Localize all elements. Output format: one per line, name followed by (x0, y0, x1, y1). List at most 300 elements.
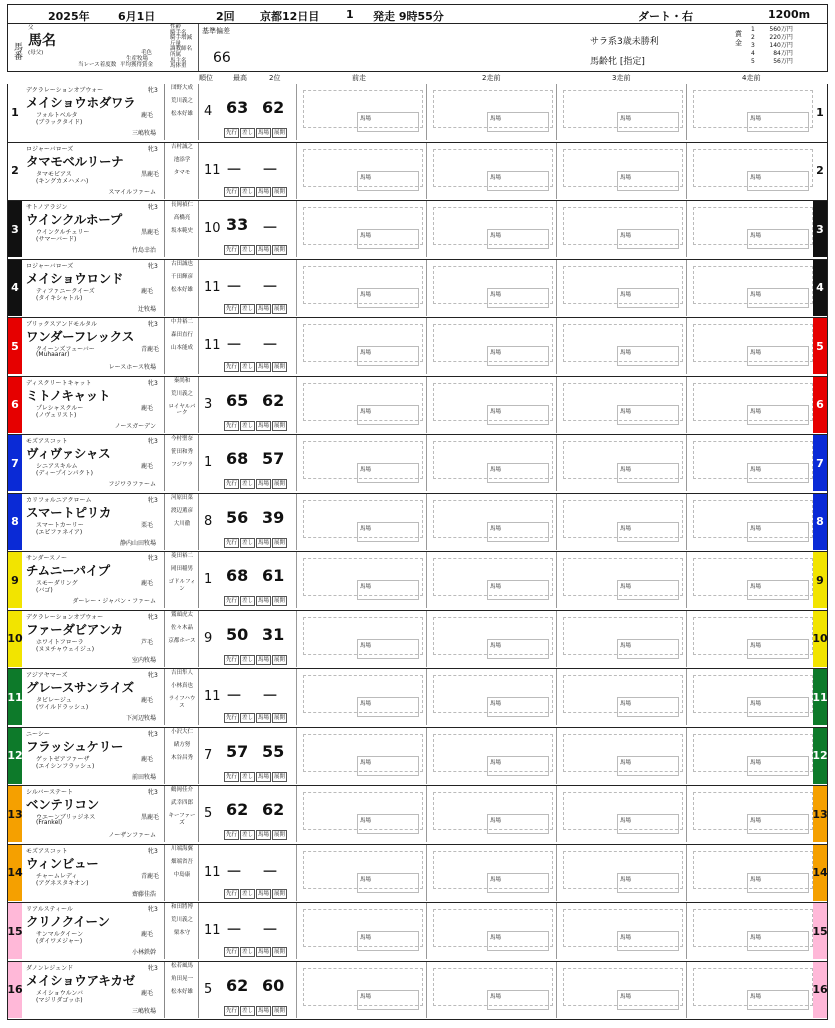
past-race-3[interactable]: 馬場 (556, 494, 686, 550)
breeder-name: 小林鉄幹 (131, 949, 156, 956)
sire-name: ロジャーバローズ (26, 262, 74, 270)
past-race-4[interactable]: 馬場 (686, 260, 815, 316)
past-race-2[interactable]: 馬場 (426, 669, 556, 725)
best-index: 68 (226, 449, 249, 468)
past-race-1[interactable]: 馬場 (296, 318, 426, 374)
horse-name[interactable]: ウインクルホープ (26, 212, 122, 227)
horse-row[interactable] (7, 669, 828, 728)
umaban-strip-right: 10 (813, 611, 827, 667)
owner-name: ゴドルフィン (168, 579, 196, 592)
rank-value: 11 (204, 279, 221, 295)
race-condition: 馬齢牝 [指定] (590, 57, 645, 67)
horse-row[interactable] (7, 377, 828, 436)
broodmare-sire: (ノヴェリスト) (36, 411, 77, 419)
tag-tenkai: 展開 (274, 422, 286, 429)
race-course: ダート・右 (638, 10, 693, 23)
past-race-2[interactable]: 馬場 (426, 611, 556, 667)
past-race-1[interactable]: 馬場 (296, 903, 426, 959)
umaban-strip-left: 6 (8, 377, 22, 433)
horse-row[interactable] (7, 552, 828, 611)
race-header (7, 4, 828, 24)
past-race-3[interactable]: 馬場 (556, 552, 686, 608)
sire-name: サトノアラジン (26, 204, 68, 211)
dam-name: サンマルクイーン (36, 931, 84, 938)
trainer-name: 佐々木晶 (170, 624, 193, 631)
dam-name: ティファニークイーズ (36, 287, 95, 295)
owner-name: 木谷昌秀 (170, 754, 193, 761)
tag-baba: 馬場 (258, 598, 270, 604)
umaban-strip-left: 11 (8, 669, 22, 725)
past-race-4[interactable]: 馬場 (686, 377, 815, 433)
col-second: 2位 (269, 74, 281, 82)
best-index: 50 (226, 624, 249, 644)
past-race-4[interactable]: 馬場 (686, 845, 815, 901)
tag-tenkai: 展開 (274, 1007, 286, 1014)
style-tags (224, 830, 296, 840)
rank-value: 1 (204, 572, 213, 587)
tag-senko: 先行 (226, 539, 238, 546)
umaban-strip-left: 14 (8, 845, 22, 901)
jockey-name: 和田將博 (170, 904, 193, 910)
past-race-4[interactable]: 馬場 (686, 494, 815, 550)
past-race-1[interactable]: 馬場 (296, 845, 426, 901)
horse-name[interactable]: スマートピリカ (26, 504, 112, 520)
past-race-3[interactable]: 馬場 (556, 143, 686, 199)
rank-value: 1 (204, 455, 213, 470)
prize-3: 140万円 (769, 42, 793, 49)
rank-value: 11 (204, 923, 221, 938)
bamei-label: 馬名 (28, 33, 56, 49)
sex-age: 牝3 (148, 496, 158, 504)
owner-name: フジワラ (171, 462, 193, 469)
horse-name[interactable]: ミトノキャット (26, 387, 111, 403)
rank-value: 11 (204, 864, 221, 880)
jockey-name: 河原田菜 (170, 494, 193, 501)
second-index: － (262, 218, 279, 237)
coat-color: 黒鹿毛 (141, 170, 160, 178)
trainer-name: 千田輝彦 (170, 273, 193, 280)
umaban-strip-right: 11 (813, 669, 827, 725)
tag-senko: 先行 (226, 832, 238, 838)
past-race-4[interactable]: 馬場 (686, 84, 815, 140)
horse-name[interactable]: チムニーパイプ (26, 563, 110, 578)
rank-cell (198, 552, 222, 608)
past-race-3[interactable]: 馬場 (556, 611, 686, 667)
race-start-time: 発走 9時55分 (373, 10, 444, 23)
tag-baba: 馬場 (258, 188, 270, 195)
tag-senko: 先行 (226, 773, 238, 780)
horse-name[interactable]: グレースサンライズ (26, 680, 134, 695)
jockey-name: 団野大成 (170, 85, 193, 91)
sex-age: 牝3 (148, 964, 158, 972)
past-race-2[interactable]: 馬場 (426, 84, 556, 140)
race-kai: 2回 (216, 10, 235, 23)
rank-cell (198, 494, 222, 550)
trainer-name: 緒方努 (173, 741, 191, 748)
broodmare-sire: (バゴ) (36, 587, 53, 594)
past-race-4[interactable]: 馬場 (686, 728, 815, 784)
horse-row[interactable] (7, 962, 828, 1021)
breeder-name: レースホース牧場 (108, 364, 156, 371)
sex-age: 牝3 (148, 262, 158, 270)
tag-sashi: 差し (242, 481, 254, 487)
trainer-name: 渡辺薫彦 (170, 507, 193, 514)
second-index: － (262, 159, 279, 179)
breeder-name: フジワラファーム (108, 481, 156, 488)
umaban-strip-right: 3 (813, 201, 827, 257)
best-index: 33 (226, 215, 249, 234)
horse-row[interactable] (7, 786, 828, 845)
second-index: － (262, 276, 279, 296)
horse-name[interactable]: ウィンビュー (26, 855, 99, 871)
horse-name[interactable]: ヴィヴァシャス (26, 446, 111, 461)
dam-name: フォルトベルタ (36, 112, 78, 119)
rank-value: 10 (204, 221, 221, 236)
rank-cell (198, 260, 222, 316)
horse-row[interactable] (7, 494, 828, 553)
past-race-4[interactable]: 馬場 (686, 962, 815, 1018)
horse-name[interactable]: ベンテリコン (26, 797, 99, 812)
sire-name: ブリックスアンドモルタル (26, 321, 97, 328)
umaban-strip-right: 8 (813, 494, 827, 550)
tag-baba: 馬場 (258, 890, 270, 897)
tag-tenkai: 展開 (274, 773, 286, 780)
past-race-2[interactable]: 馬場 (426, 201, 556, 257)
rank-cell (198, 143, 222, 199)
style-tags (224, 713, 296, 723)
broodmare-sire: (ヌヌチャウェイジュ) (36, 645, 95, 653)
best-index: 68 (226, 566, 249, 585)
broodmare-sire: (エイシンフラッシュ) (36, 762, 95, 770)
race-venue-day: 京都12日目 (260, 10, 320, 23)
past-race-2[interactable]: 馬場 (426, 728, 556, 784)
past-race-2[interactable]: 馬場 (426, 552, 556, 608)
past-race-4[interactable]: 馬場 (686, 669, 815, 725)
horse-row[interactable] (7, 260, 828, 319)
jockey-name: 鶴岡佳介 (170, 787, 193, 793)
best-index: － (226, 686, 243, 705)
tag-baba: 馬場 (258, 247, 270, 253)
past-race-4[interactable]: 馬場 (686, 143, 815, 199)
past-race-1[interactable]: 馬場 (296, 377, 426, 433)
past-race-1[interactable]: 馬場 (296, 143, 426, 199)
sex-age: 牝3 (148, 321, 158, 328)
dam-label: (母父) (28, 50, 44, 56)
breeder-name: スマイルファーム (108, 188, 156, 196)
horse-row[interactable] (7, 611, 828, 670)
rank-value: 11 (204, 338, 221, 353)
past-race-3[interactable]: 馬場 (556, 377, 686, 433)
jockey-name: 今村聖奈 (170, 436, 193, 442)
horse-name[interactable]: メイショウホダワラ (26, 95, 136, 110)
dam-name: ゲットゼアファーザ (36, 755, 90, 763)
horse-name[interactable]: ワンダーフレックス (26, 329, 134, 344)
past-race-1[interactable]: 馬場 (296, 962, 426, 1018)
breeder-name: 三嶋牧場 (131, 1007, 156, 1015)
jockey-name: 鷲頭虎太 (170, 611, 193, 618)
rank-cell (198, 786, 222, 842)
coat-color: 青鹿毛 (141, 346, 160, 353)
sire-name: アジアヤマーズ (26, 672, 68, 679)
sire-name: サンダースノー (26, 555, 67, 562)
race-column-labels (7, 72, 828, 84)
coat-color: 青鹿毛 (141, 872, 160, 880)
sire-name: モズアスコット (26, 847, 68, 855)
column-header-block (7, 24, 828, 72)
past-race-4[interactable]: 馬場 (686, 611, 815, 667)
rank-cell (198, 611, 222, 667)
horse-row[interactable] (7, 143, 828, 202)
past-race-4[interactable]: 馬場 (686, 318, 815, 374)
second-index: 62 (262, 98, 285, 117)
prize-2: 220万円 (769, 34, 793, 41)
trainer-name: 角田晃一 (170, 975, 193, 982)
past-race-1[interactable]: 馬場 (296, 201, 426, 257)
broodmare-sire: (Frankel) (36, 819, 63, 826)
past-race-2[interactable]: 馬場 (426, 903, 556, 959)
past-race-2[interactable]: 馬場 (426, 318, 556, 374)
owner-name: 坂本範史 (170, 228, 193, 235)
second-index: 39 (262, 507, 285, 527)
sire-name: ディスクリートキャット (26, 379, 92, 387)
past-race-4[interactable]: 馬場 (686, 786, 815, 842)
info-cell (164, 962, 198, 1018)
dam-name: ウインクルチェリー (36, 229, 90, 236)
umaban-strip-right: 6 (813, 377, 827, 433)
jockey-name: 古田誠也 (170, 260, 193, 267)
coat-color: 鹿毛 (141, 697, 154, 704)
umaban-strip-right: 15 (813, 903, 827, 959)
tag-senko: 先行 (226, 188, 238, 195)
past-race-1[interactable]: 馬場 (296, 260, 426, 316)
race-year: 2025年 (48, 10, 90, 23)
info-cell (164, 494, 198, 550)
past-race-3[interactable]: 馬場 (556, 318, 686, 374)
second-index: － (262, 335, 279, 354)
horse-name[interactable]: メイショウロンド (26, 270, 124, 286)
tag-tenkai: 展開 (274, 130, 286, 136)
breeder-name: 竹島幸治 (131, 247, 156, 254)
style-tags (224, 947, 296, 957)
past-race-1[interactable]: 馬場 (296, 611, 426, 667)
umaban-strip-right: 5 (813, 318, 827, 374)
tag-sashi: 差し (242, 656, 254, 663)
rank-cell (198, 201, 222, 257)
past-race-4[interactable]: 馬場 (686, 201, 815, 257)
tag-baba: 馬場 (258, 1007, 270, 1014)
best-index: 56 (226, 507, 249, 527)
horse-name[interactable]: ファーダビアンカ (26, 621, 123, 637)
umaban-strip-left: 2 (8, 143, 22, 199)
past-race-1[interactable]: 馬場 (296, 669, 426, 725)
past-race-2[interactable]: 馬場 (426, 962, 556, 1018)
umaban-strip-left: 13 (8, 786, 22, 842)
horse-row[interactable] (7, 84, 828, 143)
jockey-name: 中井裕二 (170, 319, 193, 325)
second-index: － (262, 920, 279, 939)
sire-name: ロジャーバローズ (26, 145, 74, 153)
jockey-name: 吉村誠之 (170, 143, 193, 150)
umaban-strip-right: 1 (813, 84, 827, 140)
dam-name: ウエーンブリッジネス (36, 814, 96, 821)
trainer-name: 荒川義之 (170, 98, 193, 105)
sex-age: 牝3 (148, 555, 158, 562)
horse-row[interactable] (7, 903, 828, 962)
best-index: － (226, 276, 243, 296)
broodmare-sire: (エピファネイア) (36, 528, 83, 536)
tag-tenkai: 展開 (274, 949, 286, 955)
past-race-2[interactable]: 馬場 (426, 435, 556, 491)
past-race-1[interactable]: 馬場 (296, 552, 426, 608)
style-tags (224, 362, 296, 372)
tag-tenkai: 展開 (274, 481, 286, 487)
umaban-strip-right: 12 (813, 728, 827, 784)
rank-value: 8 (204, 513, 213, 529)
sex-age: 牝3 (148, 204, 158, 211)
second-index: 31 (262, 624, 285, 644)
horse-row[interactable] (7, 435, 828, 494)
umaban-strip-left: 8 (8, 494, 22, 550)
broodmare-sire: (ディープインパクト) (36, 470, 93, 477)
horse-row[interactable] (7, 318, 828, 377)
dam-name: スモーダリング (36, 580, 78, 587)
broodmare-sire: (Muhaarar) (36, 351, 70, 358)
tag-senko: 先行 (226, 1007, 238, 1014)
tag-tenkai: 展開 (274, 656, 286, 663)
second-index: 61 (262, 566, 285, 585)
umaban-strip-right: 9 (813, 552, 827, 608)
broodmare-sire: (タイキシャトル) (36, 294, 83, 302)
jockey-name: 川端海翼 (170, 845, 193, 852)
past-race-3[interactable]: 馬場 (556, 786, 686, 842)
sex-age: 牝3 (148, 145, 158, 153)
style-tags (224, 538, 296, 548)
past-race-2[interactable]: 馬場 (426, 786, 556, 842)
past-race-1[interactable]: 馬場 (296, 435, 426, 491)
tag-senko: 先行 (226, 890, 238, 897)
tag-senko: 先行 (226, 305, 238, 312)
past-race-3[interactable]: 馬場 (556, 201, 686, 257)
style-tags (224, 596, 296, 606)
umaban-strip-right: 16 (813, 962, 827, 1018)
past-race-4[interactable]: 馬場 (686, 552, 815, 608)
dam-name: プレシャスクルー (36, 404, 84, 412)
past-race-1[interactable]: 馬場 (296, 728, 426, 784)
broodmare-sire: (マジリダゴッホ) (36, 996, 83, 1004)
tag-sashi: 差し (242, 1007, 254, 1014)
coat-color: 鹿毛 (141, 112, 154, 119)
horse-name[interactable]: メイショウアキカゼ (26, 972, 135, 988)
sex-age: 牝3 (148, 613, 158, 621)
rank-cell (198, 669, 222, 725)
past-race-2[interactable]: 馬場 (426, 143, 556, 199)
past-race-3[interactable]: 馬場 (556, 669, 686, 725)
umaban-strip-right: 14 (813, 845, 827, 901)
style-tags (224, 128, 296, 138)
style-tags (224, 304, 296, 314)
past-race-1[interactable]: 馬場 (296, 84, 426, 140)
horse-name[interactable]: タマモベルリーナ (26, 153, 124, 169)
tag-sashi: 差し (242, 247, 254, 253)
past-race-4[interactable]: 馬場 (686, 903, 815, 959)
jockey-name: 松若風馬 (170, 962, 193, 969)
sex-age: 牝3 (148, 438, 158, 445)
rank-value: 3 (204, 396, 213, 412)
broodmare-sire: (ダイワメジャー) (36, 938, 83, 945)
sex-age: 牝3 (148, 789, 158, 796)
info-cell (164, 435, 198, 491)
rank-cell (198, 845, 222, 901)
info-cell (164, 611, 198, 667)
past-race-2[interactable]: 馬場 (426, 377, 556, 433)
tag-baba: 馬場 (258, 422, 270, 429)
sex-age: 牝3 (148, 87, 158, 94)
sex-age: 牝3 (148, 847, 158, 855)
past-race-3[interactable]: 馬場 (556, 84, 686, 140)
past-race-3[interactable]: 馬場 (556, 728, 686, 784)
trainer-name: 小林真也 (170, 683, 193, 690)
past-race-3[interactable]: 馬場 (556, 845, 686, 901)
style-tags (224, 889, 296, 899)
breeder-name: 室内牧場 (131, 656, 156, 664)
owner-name: 栗本守 (173, 930, 191, 937)
tag-baba: 馬場 (258, 130, 270, 136)
rank-cell (198, 435, 222, 491)
horse-row[interactable] (7, 728, 828, 787)
umaban-strip-right: 2 (813, 143, 827, 199)
tag-sashi: 差し (242, 188, 254, 195)
horse-row[interactable] (7, 845, 828, 904)
race-card-sheet (7, 4, 828, 1020)
horse-name[interactable]: フラッシュケリー (26, 738, 124, 754)
past-race-3[interactable]: 馬場 (556, 435, 686, 491)
best-index: 62 (226, 975, 249, 995)
tag-baba: 馬場 (258, 481, 270, 487)
trainer-name: 岡田稲男 (170, 566, 193, 573)
jockey-name: 小沢大仁 (170, 728, 193, 735)
breeder-name: ノースガーデン (114, 422, 156, 430)
info-cell (164, 201, 198, 257)
tag-senko: 先行 (226, 247, 238, 253)
coat-color: 鹿毛 (141, 755, 154, 763)
col-prev3: 3走前 (612, 74, 631, 82)
past-race-1[interactable]: 馬場 (296, 494, 426, 550)
past-race-3[interactable]: 馬場 (556, 903, 686, 959)
best-index: － (226, 159, 243, 179)
coat-color: 鹿毛 (141, 463, 154, 470)
past-race-3[interactable]: 馬場 (556, 260, 686, 316)
past-race-1[interactable]: 馬場 (296, 786, 426, 842)
prize-4: 84万円 (773, 50, 793, 57)
rank-value: 11 (204, 162, 221, 178)
past-race-2[interactable]: 馬場 (426, 260, 556, 316)
tag-sashi: 差し (242, 422, 254, 429)
past-race-4[interactable]: 馬場 (686, 435, 815, 491)
dam-name: タビレージュ (36, 697, 72, 704)
past-race-2[interactable]: 馬場 (426, 494, 556, 550)
past-race-2[interactable]: 馬場 (426, 845, 556, 901)
horse-row[interactable] (7, 201, 828, 260)
tag-baba: 馬場 (258, 656, 270, 663)
race-date: 6月1日 (118, 10, 156, 23)
info-cell (164, 84, 198, 140)
past-race-3[interactable]: 馬場 (556, 962, 686, 1018)
horse-name[interactable]: クリノクイーン (26, 914, 110, 929)
umaban-strip-right: 4 (813, 260, 827, 316)
owner-name: 山本能成 (170, 345, 193, 352)
tag-sashi: 差し (242, 364, 254, 370)
umaban-strip-left: 5 (8, 318, 22, 374)
